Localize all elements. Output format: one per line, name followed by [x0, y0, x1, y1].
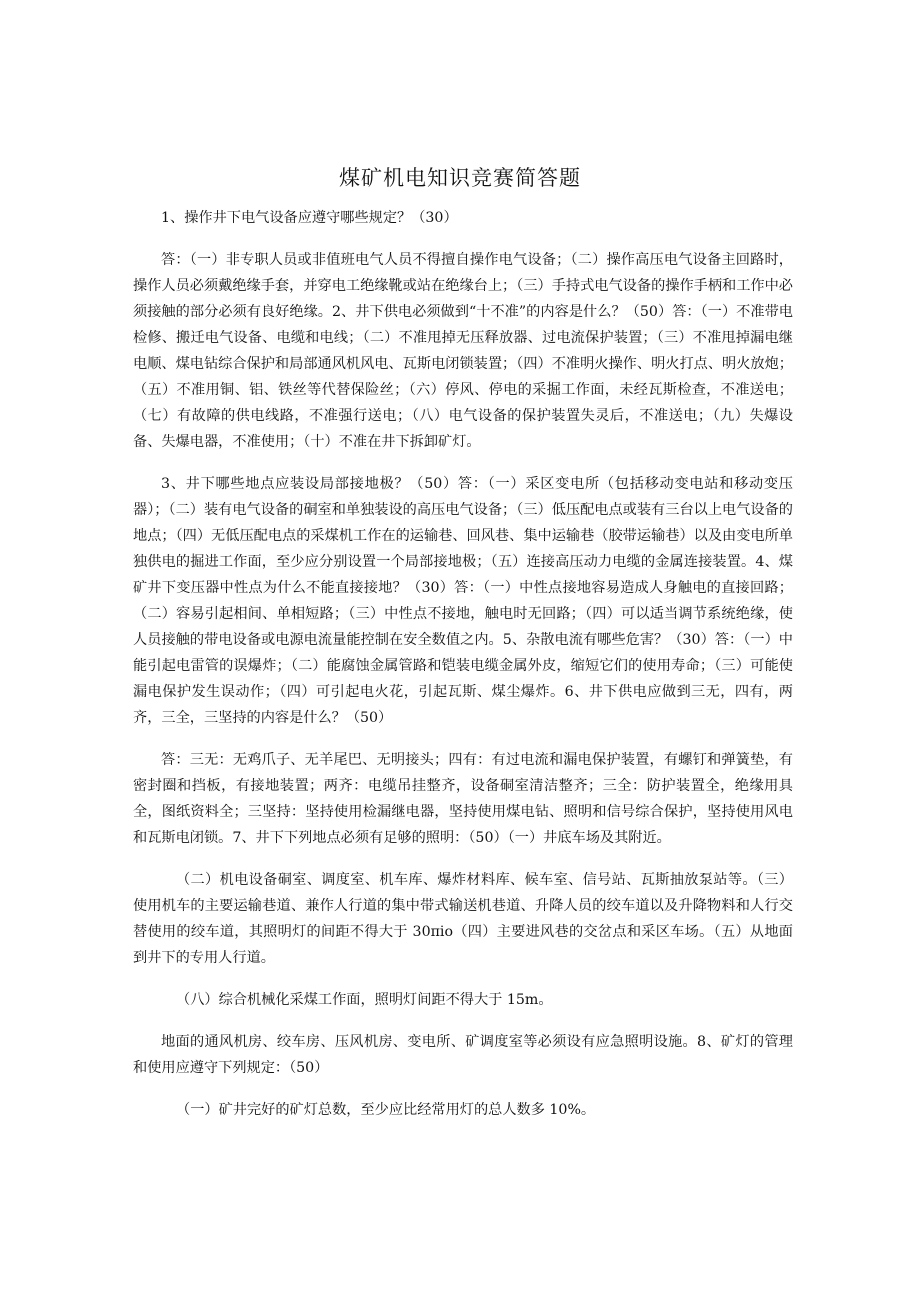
- paragraph-gap: [133, 455, 793, 471]
- answer-1-and-question-2: 答：（一）非专职人员或非值班电气人员不得擅自操作电气设备；（二）操作高压电气设备主回路时，操作人员必须戴绝缘手套，并穿电工绝缘靴或站在绝缘台上；（三）手持式电气设备的操作手柄和工作中必须接触的部分必须有良好绝缘。2、井下供电必须做到“十不准”的内容是什么？（50）答：（一）不准带电检修、搬迁电气设备、电缆和电线；（二）不准甩掉无压释放器、过电流保护装置；（三）不准甩掉漏电继电顺、煤电钻综合保护和局部通风机风电、瓦斯电闭锁装置；（四）不准明火操作、明火打点、明火放炮；（五）不准用铜、铝、铁丝等代替保险丝；（六）停风、停电的采掘工作面，未经瓦斯检查，不准送电；（七）有故障的供电线路，不准强行送电；（八）电气设备的保护装置失灵后，不准送电；（九）失爆设备、失爆电器，不准使用；（十）不准在井下拆卸矿灯。: [133, 252, 793, 450]
- paragraph-gap: [133, 851, 793, 867]
- paragraph-gap: [133, 231, 793, 247]
- paragraph-gap: [133, 1081, 793, 1097]
- question-1: 1、操作井下电气设备应遵守哪些规定？（30）: [161, 210, 458, 226]
- document-title: 煤矿机电知识竞赛简答题: [339, 166, 581, 190]
- questions-3-to-6: 3、井下哪些地点应装设局部接地极？（50）答：（一）采区变电所（包括移动变电站和移动变压器）；（二）装有电气设备的硐室和单独装设的高压电气设备；（三）低压配电点或装有三台以上电气设备的地点；（四）无低压配电点的采煤机工作在的运输巷、回风巷、集中运输巷（胶带运输巷）以及由变电所单独供电的掘进工作面，至少应分别设置一个局部接地极；（五）连接高压动力电缆的金属连接装置。4、煤矿井下变压器中性点为什么不能直接接地？（30）答：（一）中性点接地容易造成人身触电的直接回路；（二）容易引起相间、单相短路；（三）中性点不接地，触电时无回路；（四）可以适当调节系统绝缘，使人员接触的带电设备或电源电流量能控制在安全数值之内。5、杂散电流有哪些危害？（30）答：（一）中能引起电雷管的误爆炸；（二）能腐蚀金属管路和铠装电缆金属外皮，缩短它们的使用寿命；（三）可能使漏电保护发生误动作；（四）可引起电火花，引起瓦斯、煤尘爆炸。6、井下供电应做到三无，四有，两齐，三全，三坚持的内容是什么？（50）: [133, 476, 793, 726]
- answer-6-and-question-7: 答：三无：无鸡爪子、无羊尾巴、无明接头；四有：有过电流和漏电保护装置，有螺钉和弹簧垫，有密封圈和挡板，有接地装置；两齐：电缆吊挂整齐，设备硐室清洁整齐；三全：防护装置全，绝缘用具全，图纸资料全；三坚持：坚持使用检漏继电器，坚持使用煤电钻、照明和信号综合保护，坚持使用风电和瓦斯电闭锁。7、井下下列地点必须有足够的照明：（50）（一）井底车场及其附近。: [133, 752, 793, 846]
- paragraph-gap: [133, 1013, 793, 1029]
- lighting-locations: （二）机电设备硐室、调度室、机车库、爆炸材料库、候车室、信号站、瓦斯抽放泵站等。（三）使用机车的主要运输巷道、兼作人行道的集中带式输送机巷道、升降人员的绞车道以及升降物料和人行交替使用的绞车道，其照明灯的间距不得大于 30πio（四）主要进风巷的交岔点和采区车场。（五）从地面到井下的专用人行道。: [133, 872, 793, 966]
- document-body: [133, 205, 793, 1123]
- lighting-mechanized-face: （八）综合机械化采煤工作面，照明灯间距不得大于 15m。: [176, 992, 553, 1008]
- lamp-rule-1: （一）矿井完好的矿灯总数，至少应比经常用灯的总人数多 10%。: [176, 1102, 596, 1118]
- paragraph-gap: [133, 971, 793, 987]
- paragraph-gap: [133, 731, 793, 747]
- emergency-lighting-and-question-8: 地面的通风机房、绞车房、压风机房、变电所、矿调度室等必须设有应急照明设施。8、矿灯的管理和使用应遵守下列规定：（50）: [133, 1034, 793, 1076]
